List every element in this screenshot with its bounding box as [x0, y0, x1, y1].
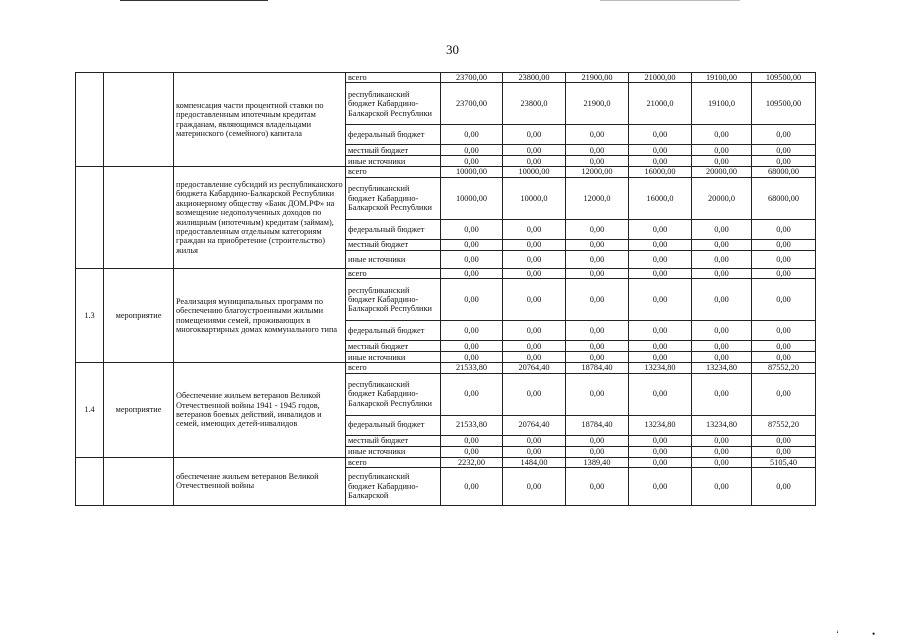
amount-cell: 18784,40 — [566, 415, 629, 435]
item-number: 1.3 — [76, 268, 104, 362]
amount-cell: 10000,00 — [441, 167, 503, 177]
amount-cell: 0,00 — [441, 446, 503, 457]
amount-cell: 0,00 — [503, 352, 566, 363]
amount-cell: 10000,00 — [503, 167, 566, 177]
funding-source: иные источники — [346, 446, 441, 457]
item-number — [76, 457, 104, 505]
amount-cell: 0,00 — [629, 321, 692, 341]
amount-cell: 0,00 — [503, 156, 566, 167]
amount-cell: 0,00 — [692, 156, 752, 167]
amount-cell: 0,00 — [629, 373, 692, 415]
funding-source: республиканский бюджет Кабардино-Балкарской — [346, 468, 441, 506]
amount-cell: 0,00 — [441, 239, 503, 250]
amount-cell: 0,00 — [629, 435, 692, 446]
amount-cell: 0,00 — [441, 279, 503, 321]
funding-source: республиканский бюджет Кабардино-Балкарской Республики — [346, 83, 441, 125]
amount-cell: 0,00 — [441, 468, 503, 506]
amount-cell: 0,00 — [566, 145, 629, 156]
item-description: Обеспечение жильем ветеранов Великой Отечественной войны 1941 - 1945 годов, ветеранов боевых действий, инвалидов и семей, имеющих детей-инвалидов — [174, 363, 346, 457]
amount-cell: 12000,00 — [566, 167, 629, 177]
item-description: Реализация муниципальных программ по обеспечению благоустроенными жилыми помещениями семей, проживающих в многоквартирных домах коммунального типа — [174, 268, 346, 362]
amount-cell: 0,00 — [566, 321, 629, 341]
amount-cell: 0,00 — [629, 268, 692, 278]
amount-cell: 0,00 — [692, 279, 752, 321]
amount-cell: 0,00 — [752, 446, 816, 457]
amount-cell: 109500,00 — [752, 73, 816, 83]
funding-source: всего — [346, 73, 441, 83]
amount-cell: 0,00 — [566, 125, 629, 145]
amount-cell: 0,00 — [629, 219, 692, 239]
amount-cell: 0,00 — [752, 279, 816, 321]
amount-cell: 0,00 — [629, 279, 692, 321]
amount-cell: 0,00 — [441, 373, 503, 415]
item-number: 1.4 — [76, 363, 104, 457]
amount-cell: 1389,40 — [566, 457, 629, 467]
amount-cell: 87552,20 — [752, 415, 816, 435]
amount-cell: 0,00 — [629, 156, 692, 167]
amount-cell: 0,00 — [752, 125, 816, 145]
amount-cell: 0,00 — [566, 250, 629, 268]
amount-cell: 0,00 — [752, 352, 816, 363]
amount-cell: 0,00 — [752, 373, 816, 415]
funding-source: всего — [346, 457, 441, 467]
funding-source: республиканский бюджет Кабардино-Балкарской Республики — [346, 373, 441, 415]
item-description: компенсация части процентной ставки по предоставленным ипотечным кредитам гражданам, являющимся владельцами материнского (семейного) капитала — [174, 73, 346, 167]
amount-cell: 21900,00 — [566, 73, 629, 83]
amount-cell: 16000,0 — [629, 177, 692, 219]
amount-cell: 0,00 — [566, 468, 629, 506]
item-type: мероприятие — [104, 363, 174, 457]
amount-cell: 0,00 — [629, 352, 692, 363]
amount-cell: 20764,40 — [503, 415, 566, 435]
amount-cell: 21000,00 — [629, 73, 692, 83]
item-type — [104, 457, 174, 505]
item-number — [76, 167, 104, 268]
amount-cell: 10000,0 — [503, 177, 566, 219]
amount-cell: 5105,40 — [752, 457, 816, 467]
corner-mark-right: • — [872, 629, 876, 639]
page-number: 30 — [446, 42, 459, 57]
amount-cell: 0,00 — [566, 352, 629, 363]
amount-cell: 0,00 — [692, 219, 752, 239]
amount-cell: 0,00 — [692, 468, 752, 506]
amount-cell: 0,00 — [629, 125, 692, 145]
amount-cell: 10000,00 — [441, 177, 503, 219]
top-rule-right — [600, 0, 740, 1]
amount-cell: 0,00 — [752, 268, 816, 278]
funding-source: федеральный бюджет — [346, 125, 441, 145]
amount-cell: 0,00 — [441, 250, 503, 268]
amount-cell: 109500,00 — [752, 83, 816, 125]
funding-source: федеральный бюджет — [346, 415, 441, 435]
amount-cell: 0,00 — [441, 341, 503, 352]
amount-cell: 12000,0 — [566, 177, 629, 219]
amount-cell: 0,00 — [503, 373, 566, 415]
amount-cell: 0,00 — [692, 435, 752, 446]
amount-cell: 0,00 — [692, 250, 752, 268]
amount-cell: 20000,00 — [692, 167, 752, 177]
amount-cell: 0,00 — [629, 145, 692, 156]
amount-cell: 0,00 — [692, 352, 752, 363]
amount-cell: 1484,00 — [503, 457, 566, 467]
amount-cell: 0,00 — [752, 145, 816, 156]
amount-cell: 0,00 — [566, 446, 629, 457]
amount-cell: 21533,80 — [441, 415, 503, 435]
amount-cell: 0,00 — [503, 145, 566, 156]
corner-mark-left: ‘ — [836, 629, 839, 639]
amount-cell: 0,00 — [441, 268, 503, 278]
amount-cell: 0,00 — [692, 268, 752, 278]
amount-cell: 0,00 — [752, 156, 816, 167]
amount-cell: 21900,0 — [566, 83, 629, 125]
amount-cell: 0,00 — [441, 125, 503, 145]
table-row — [76, 268, 816, 278]
amount-cell: 0,00 — [503, 219, 566, 239]
amount-cell: 0,00 — [752, 468, 816, 506]
amount-cell: 0,00 — [503, 268, 566, 278]
amount-cell: 0,00 — [503, 341, 566, 352]
amount-cell: 0,00 — [629, 457, 692, 467]
amount-cell: 23700,00 — [441, 73, 503, 83]
amount-cell: 16000,00 — [629, 167, 692, 177]
amount-cell: 0,00 — [566, 279, 629, 321]
amount-cell: 18784,40 — [566, 363, 629, 373]
amount-cell: 0,00 — [503, 321, 566, 341]
funding-source: республиканский бюджет Кабардино-Балкарской Республики — [346, 177, 441, 219]
funding-source: иные источники — [346, 352, 441, 363]
funding-source: иные источники — [346, 156, 441, 167]
amount-cell: 0,00 — [503, 239, 566, 250]
amount-cell: 0,00 — [692, 321, 752, 341]
amount-cell: 0,00 — [566, 341, 629, 352]
amount-cell: 0,00 — [441, 145, 503, 156]
amount-cell: 0,00 — [441, 352, 503, 363]
amount-cell: 0,00 — [566, 435, 629, 446]
amount-cell: 0,00 — [692, 125, 752, 145]
funding-source: местный бюджет — [346, 341, 441, 352]
amount-cell: 20000,0 — [692, 177, 752, 219]
funding-source: всего — [346, 363, 441, 373]
funding-source: федеральный бюджет — [346, 219, 441, 239]
amount-cell: 0,00 — [752, 250, 816, 268]
amount-cell: 68000,00 — [752, 177, 816, 219]
table-row — [76, 73, 816, 83]
amount-cell: 13234,80 — [629, 363, 692, 373]
funding-source: всего — [346, 167, 441, 177]
budget-table — [75, 72, 816, 506]
amount-cell: 0,00 — [566, 239, 629, 250]
amount-cell: 13234,80 — [692, 363, 752, 373]
amount-cell: 0,00 — [566, 373, 629, 415]
amount-cell: 0,00 — [503, 279, 566, 321]
item-description: обеспечение жильем ветеранов Великой Отечественной войны — [174, 457, 346, 505]
funding-source: местный бюджет — [346, 239, 441, 250]
amount-cell: 0,00 — [503, 468, 566, 506]
amount-cell: 0,00 — [692, 446, 752, 457]
amount-cell: 0,00 — [692, 373, 752, 415]
amount-cell: 13234,80 — [629, 415, 692, 435]
table-row — [76, 457, 816, 467]
amount-cell: 0,00 — [752, 341, 816, 352]
amount-cell: 21000,0 — [629, 83, 692, 125]
amount-cell: 0,00 — [629, 250, 692, 268]
amount-cell: 13234,80 — [692, 415, 752, 435]
item-type — [104, 73, 174, 167]
funding-source: местный бюджет — [346, 145, 441, 156]
amount-cell: 0,00 — [503, 125, 566, 145]
amount-cell: 0,00 — [692, 341, 752, 352]
item-type: мероприятие — [104, 268, 174, 362]
amount-cell: 0,00 — [566, 156, 629, 167]
item-number — [76, 73, 104, 167]
amount-cell: 0,00 — [566, 268, 629, 278]
top-rule-left — [120, 0, 268, 1]
amount-cell: 0,00 — [752, 219, 816, 239]
amount-cell: 0,00 — [441, 156, 503, 167]
amount-cell: 23800,00 — [503, 73, 566, 83]
amount-cell: 20764,40 — [503, 363, 566, 373]
amount-cell: 0,00 — [629, 239, 692, 250]
amount-cell: 19100,0 — [692, 83, 752, 125]
amount-cell: 0,00 — [503, 250, 566, 268]
amount-cell: 0,00 — [629, 341, 692, 352]
table-row — [76, 167, 816, 177]
amount-cell: 0,00 — [441, 435, 503, 446]
amount-cell: 23700,00 — [441, 83, 503, 125]
amount-cell: 87552,20 — [752, 363, 816, 373]
amount-cell: 68000,00 — [752, 167, 816, 177]
amount-cell: 0,00 — [441, 321, 503, 341]
amount-cell: 0,00 — [441, 219, 503, 239]
amount-cell: 0,00 — [503, 446, 566, 457]
amount-cell: 19100,00 — [692, 73, 752, 83]
amount-cell: 0,00 — [752, 321, 816, 341]
table-row — [76, 363, 816, 373]
amount-cell: 0,00 — [629, 446, 692, 457]
item-type — [104, 167, 174, 268]
funding-source: местный бюджет — [346, 435, 441, 446]
amount-cell: 23800,0 — [503, 83, 566, 125]
funding-source: республиканский бюджет Кабардино-Балкарской Республики — [346, 279, 441, 321]
amount-cell: 0,00 — [692, 239, 752, 250]
amount-cell: 0,00 — [692, 457, 752, 467]
funding-source: федеральный бюджет — [346, 321, 441, 341]
amount-cell: 0,00 — [692, 145, 752, 156]
amount-cell: 0,00 — [752, 239, 816, 250]
item-description: предоставление субсидий из республиканского бюджета Кабардино-Балкарской Республики акционерному обществу «Банк ДОМ.РФ» на возмещение недополученных доходов по жилищным (ипотечным) кредитам (займам), предоставленным отдельным категориям граждан на приобретение (строительство) жилья — [174, 167, 346, 268]
amount-cell: 0,00 — [629, 468, 692, 506]
funding-source: иные источники — [346, 250, 441, 268]
amount-cell: 2232,00 — [441, 457, 503, 467]
amount-cell: 21533,80 — [441, 363, 503, 373]
funding-source: всего — [346, 268, 441, 278]
amount-cell: 0,00 — [752, 435, 816, 446]
amount-cell: 0,00 — [566, 219, 629, 239]
amount-cell: 0,00 — [503, 435, 566, 446]
